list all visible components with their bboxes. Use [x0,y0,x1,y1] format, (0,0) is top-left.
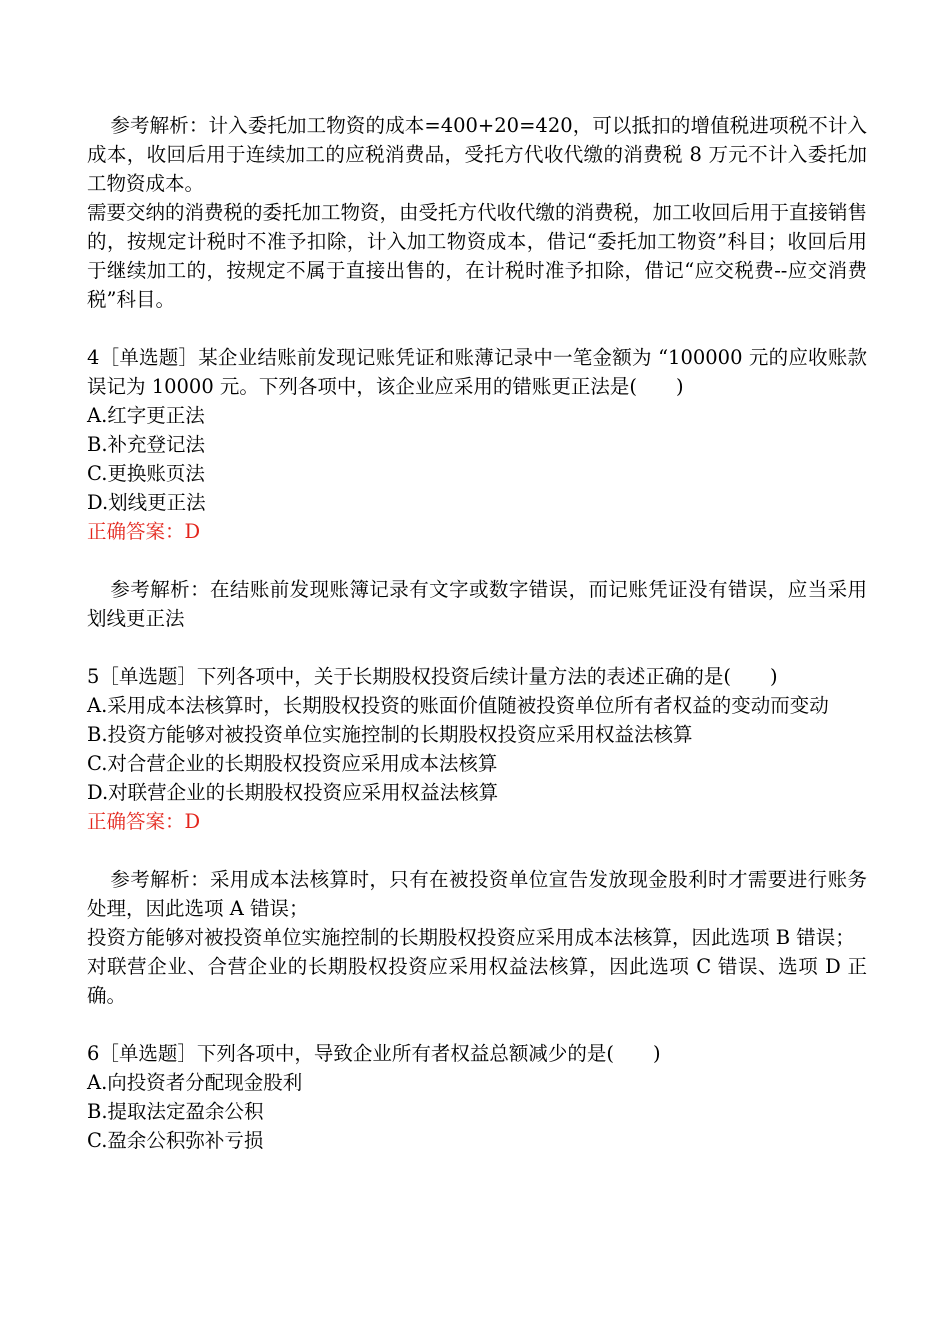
option-c: C.对合营企业的长期股权投资应采用成本法核算 [87,752,498,775]
correct-answer: 正确答案：D [87,520,201,543]
explanation-paragraph: 参考解析：在结账前发现账簿记录有文字或数字错误，而记账凭证没有错误，应当采用划线更正法 [87,578,867,630]
explanation-paragraph: 参考解析：计入委托加工物资的成本=400+20=420，可以抵扣的增值税进项税不计入成本，收回后用于连续加工的应税消费品，受托方代收代缴的消费税 8 万元不计入委托加工物资成本。 [87,114,867,195]
explanation-paragraph: 需要交纳的消费税的委托加工物资，由受托方代收代缴的消费税，加工收回后用于直接销售的，按规定计税时不准予扣除，计入加工物资成本，借记“委托加工物资”科目；收回后用于继续加工的，按规定不属于直接出售的，在计税时准予扣除，借记“应交税费--应交消费税”科目。 [87,201,868,311]
option-a: A.红字更正法 [87,404,205,427]
option-b: B.补充登记法 [87,433,206,456]
explanation-paragraph: 对联营企业、合营企业的长期股权投资应采用权益法核算，因此选项 C 错误、选项 D 正确。 [87,955,867,1007]
option-a: A.采用成本法核算时，长期股权投资的账面价值随被投资单位所有者权益的变动而变动 [87,694,829,717]
question-stem: 4［单选题］某企业结账前发现记账凭证和账薄记录中一笔金额为 “100000 元的应收账款误记为 10000 元。下列各项中，该企业应采用的错账更正法是( ) [87,346,867,398]
question-6 [87,1039,867,1155]
option-b: B.提取法定盈余公积 [87,1100,264,1123]
question-stem: 6［单选题］下列各项中，导致企业所有者权益总额减少的是( ) [87,1042,661,1065]
option-b: B.投资方能够对被投资单位实施控制的长期股权投资应采用权益法核算 [87,723,693,746]
option-d: D.对联营企业的长期股权投资应采用权益法核算 [87,781,499,804]
option-c: C.盈余公积弥补亏损 [87,1129,264,1152]
explanation-paragraph: 投资方能够对被投资单位实施控制的长期股权投资应采用成本法核算，因此选项 B 错误； [87,926,855,949]
option-d: D.划线更正法 [87,491,206,514]
explanation-paragraph: 参考解析：采用成本法核算时，只有在被投资单位宣告发放现金股利时才需要进行账务处理，因此选项 A 错误； [87,868,867,920]
question-5 [87,662,867,836]
question-4 [87,343,867,546]
option-c: C.更换账页法 [87,462,205,485]
question-stem: 5［单选题］下列各项中，关于长期股权投资后续计量方法的表述正确的是( ) [87,665,778,688]
correct-answer: 正确答案：D [87,810,201,833]
option-a: A.向投资者分配现金股利 [87,1071,303,1094]
document-page [87,111,867,1155]
